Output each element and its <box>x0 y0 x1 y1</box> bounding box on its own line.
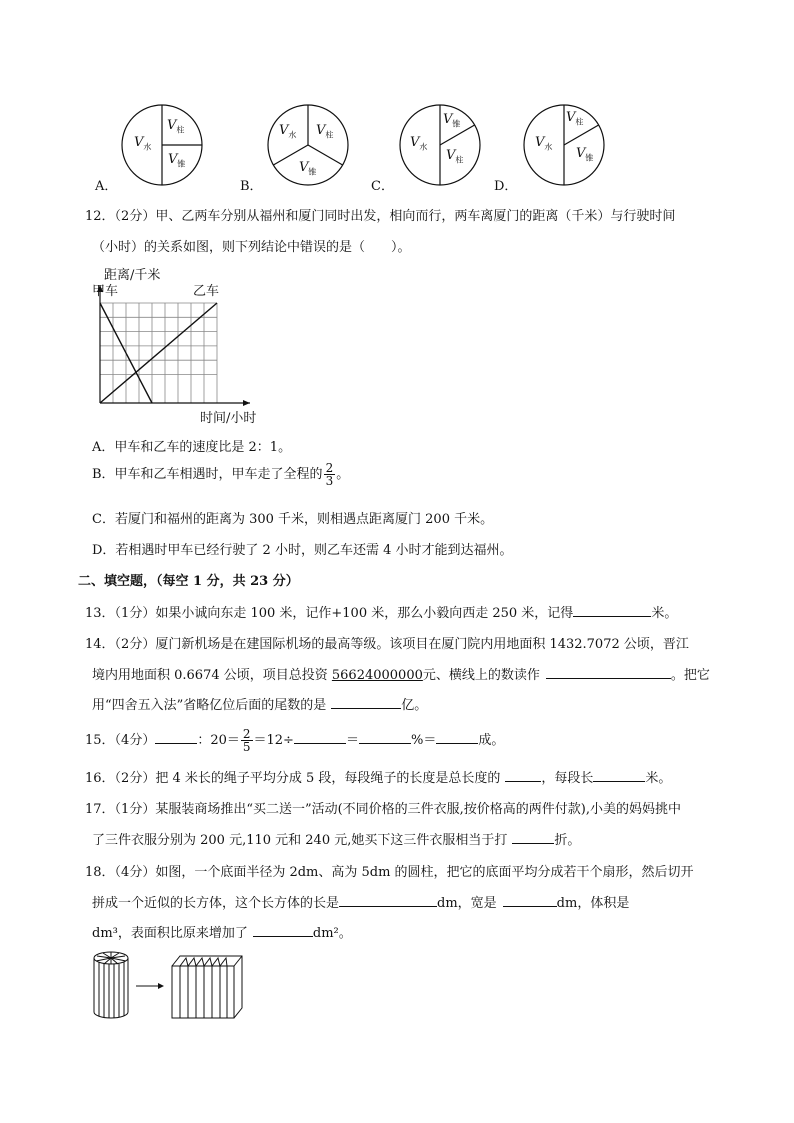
q15-fraction <box>241 728 253 753</box>
graph-x-label: 时间/小时 <box>200 411 257 426</box>
q16-blank-1[interactable] <box>505 767 541 782</box>
q18-width-blank[interactable] <box>503 892 557 907</box>
q15-blank-1[interactable] <box>155 729 197 744</box>
q18-line2 <box>92 892 629 911</box>
cylinder-drawing <box>94 952 128 1018</box>
q15-blank-4[interactable] <box>436 729 478 744</box>
q14-line1: 14．（2分）厦门新机场是在建国际机场的最高等级。该项目在厦门院内用地面积 1432.7072 公顷，晋江 <box>85 637 689 652</box>
x-axis-arrow <box>243 400 250 406</box>
fraction-denominator: 3 <box>325 474 334 488</box>
q15-percent: %＝ <box>410 733 437 748</box>
q15-ratio: ：20＝ <box>197 733 240 748</box>
pie-b-label-3: $V_锥$ <box>299 160 317 177</box>
q15-cheng: 成。 <box>478 733 505 748</box>
pie-b-label-2: $V_柱$ <box>316 123 334 140</box>
q15-equals: ＝ <box>345 733 359 748</box>
pie-a-label-1: $V_柱$ <box>167 118 185 135</box>
q15 <box>85 728 504 753</box>
section-title: 二、填空题， <box>78 574 157 589</box>
fraction-numerator: 2 <box>242 727 251 741</box>
q18-unit-1: dm，宽是 <box>437 896 497 911</box>
q14-reading-blank[interactable] <box>546 664 671 679</box>
q13-answer-blank[interactable] <box>573 602 651 617</box>
q18-line1: 18．（4分）如图，一个底面半径为 2dm、高为 5dm 的圆柱，把它的底面平均分成若干个扇形，然后切开 <box>85 865 694 880</box>
q18-line3 <box>92 922 352 941</box>
q12-stem-line2: （小时）的关系如图，则下列结论中错误的是（ ）。 <box>92 240 411 255</box>
q12-option-d[interactable]: D．若相遇时甲车已经行驶了 2 小时，则乙车还需 4 小时才能到达福州。 <box>92 543 513 558</box>
pie-a <box>120 103 204 187</box>
pie-d-label-2: $V_水$ <box>535 135 553 152</box>
pie-c-label-3: $V_柱$ <box>446 148 464 165</box>
q12-option-b-text: B．甲车和乙车相遇时，甲车走了全程的 <box>92 467 323 482</box>
q16 <box>85 767 671 786</box>
q12-option-b-end: 。 <box>336 467 350 482</box>
q18-unit-3: dm³，表面积比原来增加了 <box>92 926 248 941</box>
q13 <box>85 602 677 621</box>
q18-length-blank[interactable] <box>339 892 437 907</box>
fraction-numerator: 2 <box>325 461 334 475</box>
q13-text: 13．（1分）如果小诚向东走 100 米，记作+100 米，那么小毅向西走 250 米，记得 <box>85 606 574 621</box>
q15-blank-3[interactable] <box>359 729 411 744</box>
q16-text: 16．（2分）把 4 米长的绳子平均分成 5 段，每段绳子的长度是总长度的 <box>85 771 501 786</box>
q12-option-b-fraction <box>324 462 336 487</box>
graph-line-a-label: 甲车 <box>92 284 119 299</box>
cuboid-drawing <box>172 956 242 1018</box>
q18-figure <box>92 948 252 1022</box>
option-letter-c[interactable]: C． <box>371 179 394 194</box>
q17-blank[interactable] <box>512 829 554 844</box>
graph-y-label: 距离/千米 <box>104 268 161 283</box>
graph-line-b-label: 乙车 <box>193 284 220 299</box>
pie-d-label-3: $V_锥$ <box>576 146 594 163</box>
q17-line2 <box>92 829 580 848</box>
q12-stem-line1: 12．（2分）甲、乙两车分别从福州和厦门同时出发，相向而行，两车离厦门的距离（千米）与行驶时间 <box>85 209 676 224</box>
q14-line2-text: 境内用地面积 0.6674 公顷，项目总投资 <box>92 668 332 683</box>
q14-line3-end: 亿。 <box>401 698 428 713</box>
q17-line2-text: 了三件衣服分别为 200 元,110 元和 240 元,她买下这三件衣服相当于打 <box>92 833 508 848</box>
q18-area-blank[interactable] <box>253 922 313 937</box>
option-letter-b[interactable]: B． <box>240 179 263 194</box>
q18-unit-2: dm，体积是 <box>556 896 630 911</box>
q16-blank-2[interactable] <box>593 767 645 782</box>
q14-line2-end: 。把它 <box>670 668 710 683</box>
q18-unit-4: dm²。 <box>312 926 352 941</box>
fraction-denominator: 5 <box>242 740 251 754</box>
q12-option-c[interactable]: C．若厦门和福州的距离为 300 千米，则相遇点距离厦门 200 千米。 <box>92 512 494 527</box>
q17-line1: 17．（1分）某服装商场推出“买二送一”活动(不同价格的三件衣服,按价格高的两件付款),小美的妈妈挑中 <box>85 802 682 817</box>
q14-line2-mid: 元、横线上的数读作 <box>422 668 540 683</box>
pie-d-label-1: $V_柱$ <box>566 110 584 127</box>
line-yi <box>100 303 217 403</box>
q13-unit: 米。 <box>651 606 678 621</box>
section-heading <box>78 570 299 589</box>
q15-blank-2[interactable] <box>294 729 346 744</box>
q12-option-a[interactable]: A．甲车和乙车的速度比是 2：1。 <box>92 440 292 455</box>
q14-underlined-number: 56624000000 <box>331 668 423 683</box>
q17-unit: 折。 <box>554 833 581 848</box>
q14-line2 <box>92 664 710 683</box>
q18-line2-text: 拼成一个近似的长方体，这个长方体的长是 <box>92 896 340 911</box>
q14-line3-text: 用“四舍五入法”省略亿位后面的尾数的是 <box>92 698 327 713</box>
pie-a-label-2: $V_水$ <box>134 135 152 152</box>
q16-unit: 米。 <box>645 771 672 786</box>
distance-time-grid <box>90 285 260 415</box>
option-letter-d[interactable]: D． <box>494 179 518 194</box>
pie-c-label-1: $V_锥$ <box>443 112 461 129</box>
pie-b-label-1: $V_水$ <box>279 123 297 140</box>
pie-c-label-2: $V_水$ <box>410 135 428 152</box>
q14-line3 <box>92 694 427 713</box>
pie-a-label-3: $V_锥$ <box>168 152 186 169</box>
q15-label: 15．（4分） <box>85 733 156 748</box>
option-letter-a[interactable]: A． <box>95 179 118 194</box>
section-note: （每空 1 分，共 23 分） <box>156 574 299 589</box>
arrow-icon <box>158 983 164 989</box>
q12-option-b[interactable] <box>92 462 349 487</box>
q14-round-blank[interactable] <box>331 694 401 709</box>
q15-division: ＝12÷ <box>253 733 294 748</box>
q16-mid: ，每段长 <box>541 771 594 786</box>
